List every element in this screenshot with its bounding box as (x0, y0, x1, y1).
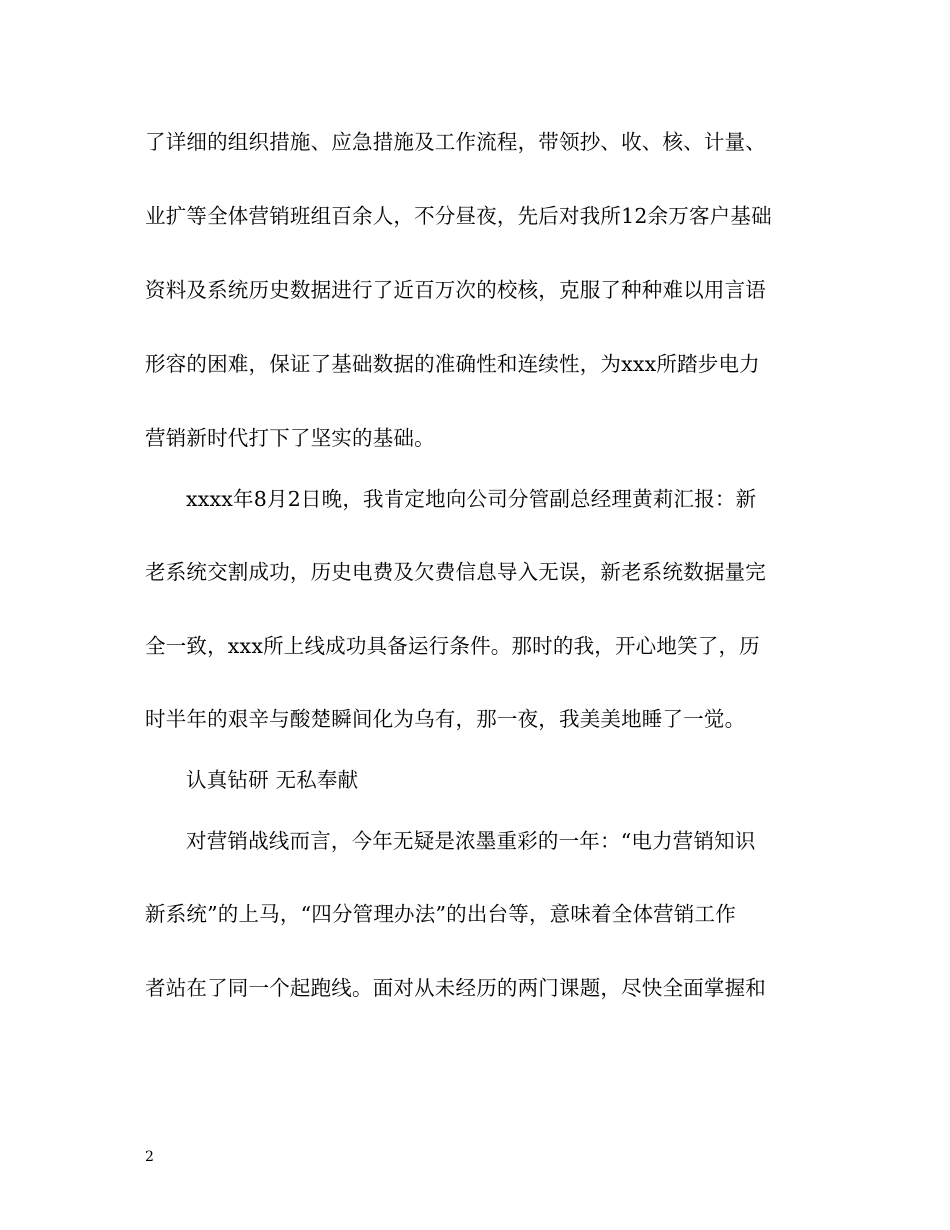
body-text-line: 形容的困难，保证了基础数据的准确性和连续性，为xxx所踏步电力 (145, 352, 760, 376)
body-text-line: 了详细的组织措施、应急措施及工作流程，带领抄、收、核、计量、 (145, 130, 766, 154)
body-text-line: 全一致，xxx所上线成功具备运行条件。那时的我，开心地笑了，历 (145, 634, 760, 658)
paragraph-start-line: 对营销战线而言，今年无疑是浓墨重彩的一年：“电力营销知识 (186, 829, 756, 853)
body-text-line: 营销新时代打下了坚实的基础。 (145, 426, 435, 450)
section-heading: 认真钻研 无私奉献 (186, 768, 359, 792)
paragraph-start-line: xxxx年8月2日晚，我肯定地向公司分管副总经理黄莉汇报：新 (186, 487, 757, 511)
page-number: 2 (145, 1149, 154, 1165)
body-text-line: 时半年的艰辛与酸楚瞬间化为乌有，那一夜，我美美地睡了一觉。 (145, 707, 746, 731)
body-text-line: 老系统交割成功，历史电费及欠费信息导入无误，新老系统数据量完 (145, 560, 766, 584)
body-text-line: 业扩等全体营销班组百余人，不分昼夜，先后对我所12余万客户基础 (145, 204, 772, 228)
body-text-line: 新系统”的上马，“四分管理办法”的出台等，意味着全体营销工作 (145, 902, 736, 926)
body-text-line: 者站在了同一个起跑线。面对从未经历的两门课题，尽快全面掌握和 (145, 976, 766, 1000)
body-text-line: 资料及系统历史数据进行了近百万次的校核，克服了种种难以用言语 (145, 278, 766, 302)
